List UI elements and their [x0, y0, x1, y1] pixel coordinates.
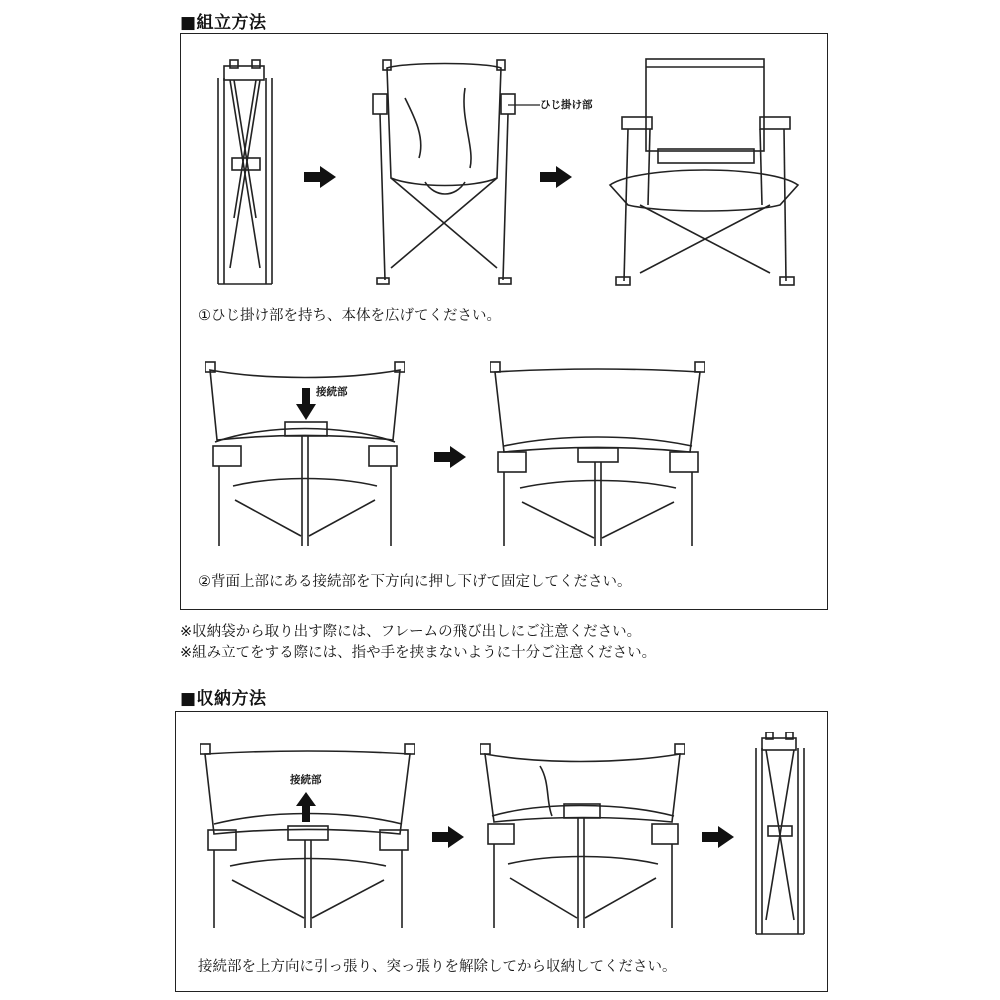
joint-label: 接続部: [316, 386, 348, 398]
note-finger-caution: ※組み立てをする際には、指や手を挟まないように十分ご注意ください。: [180, 645, 657, 661]
armrest-label: ひじ掛け部: [540, 99, 593, 111]
right-arrow-icon: [432, 826, 464, 852]
chair-back-released-illustration: [480, 742, 685, 932]
folded-chair-final-illustration: [750, 732, 810, 942]
right-arrow-icon: [304, 166, 336, 192]
chair-back-pull-joint-illustration: [200, 742, 415, 932]
down-arrow-icon: [296, 388, 316, 424]
note-frame-caution: ※収納袋から取り出す際には、フレームの飛び出しにご注意ください。: [180, 624, 642, 640]
step1-caption: ①ひじ掛け部を持ち、本体を広げてください。: [198, 308, 501, 324]
right-arrow-icon: [540, 166, 572, 192]
folded-chair-illustration: [210, 58, 280, 293]
assembly-heading: ■組立方法: [180, 13, 267, 33]
step2-caption: ②背面上部にある接続部を下方向に押し下げて固定してください。: [198, 574, 632, 590]
chair-back-joint-locked-illustration: [490, 360, 705, 550]
joint-label: 接続部: [290, 774, 322, 786]
half-open-chair-illustration: [365, 58, 525, 288]
storage-caption: 接続部を上方向に引っ張り、突っ張りを解除してから収納してください。: [198, 959, 677, 975]
up-arrow-icon: [296, 792, 316, 826]
open-chair-illustration: [600, 55, 805, 290]
storage-heading: ■収納方法: [180, 689, 267, 709]
armrest-leader-line: [508, 102, 540, 108]
right-arrow-icon: [434, 446, 466, 472]
right-arrow-icon: [702, 826, 734, 852]
